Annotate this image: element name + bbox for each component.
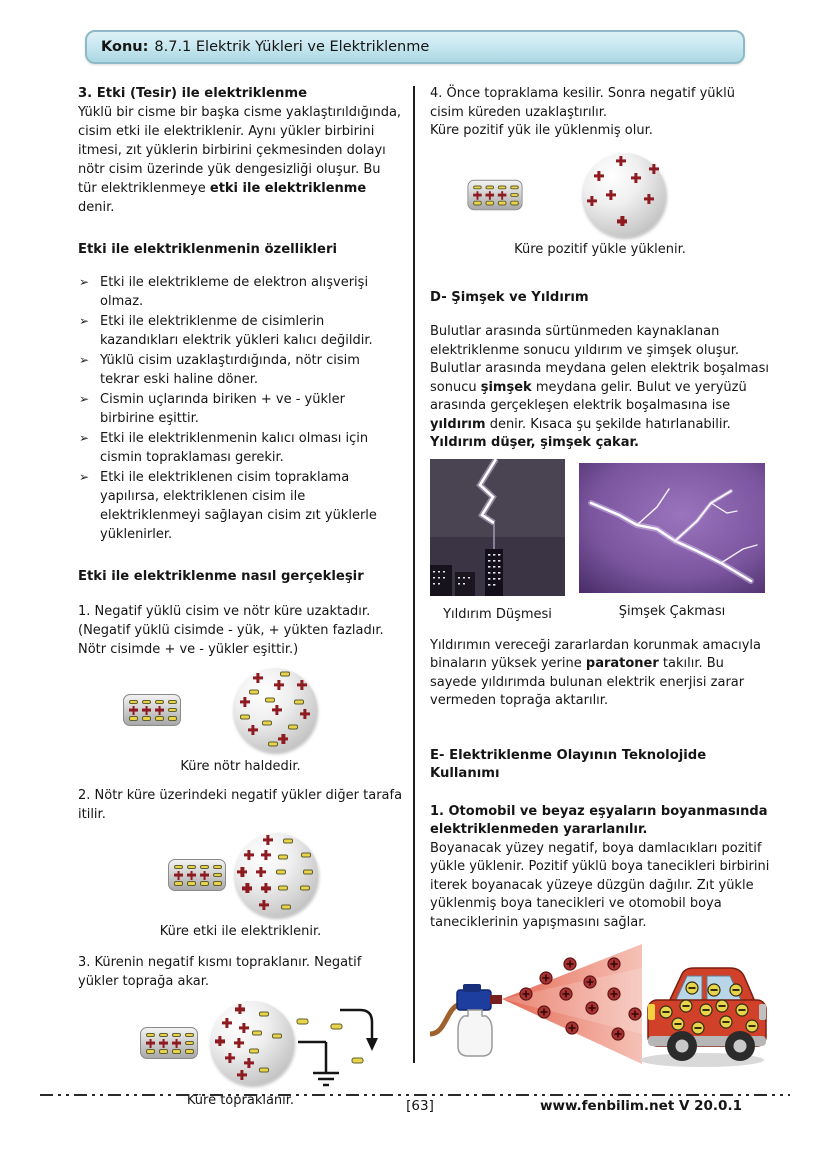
- minus-charge-icon: [172, 1049, 181, 1054]
- minus-charge-icon: [187, 865, 196, 870]
- minus-charge-icon: [213, 873, 222, 878]
- lightning-strike-figure: [430, 459, 565, 625]
- minus-charge-icon: [146, 1049, 155, 1054]
- minus-charge-icon: [268, 741, 278, 746]
- minus-charge-icon: [276, 869, 286, 874]
- minus-charge-icon: [213, 865, 222, 870]
- lightning-figures: [430, 459, 770, 625]
- minus-charge-icon: [510, 185, 519, 189]
- plus-charge-icon: [261, 850, 271, 860]
- minus-charge-icon: [185, 1033, 194, 1038]
- minus-charge-icon: [272, 1034, 282, 1039]
- minus-charge-icon: [168, 716, 177, 721]
- plus-charge-icon: [644, 194, 654, 204]
- list-item: ➢ Etki ile elektriklenen cisim topraklama yapılırsa, elektriklenen cisim ile elektriklenmeyi sağlayan cisim zıt yüklerle yüklenirler.: [78, 468, 403, 544]
- positive-sphere-illustration: [582, 153, 666, 237]
- plus-charge-icon: [587, 196, 597, 206]
- plus-charge-icon: [146, 1039, 155, 1048]
- section-d-paragraph: Bulutlar arasında sürtünmeden kaynaklanan elektriklenme sonucu yıldırım ve şimşek oluşur. Bulutlar arasında meydana gelen elektrik boşalması sonucu şimşek meydana gelir. Bulut ve yeryüzü arasında gerçekleşen elektrik boşalmasına ise yıldırım denir. Kısaca şu şekilde hatırlanabilir. Yıldırım düşer, şimşek çakar.: [430, 324, 769, 450]
- topic-title: 8.7.1 Elektrik Yükleri ve Elektriklenme: [154, 39, 430, 55]
- properties-list: [78, 273, 403, 544]
- neutral-sphere-illustration: [233, 668, 317, 752]
- minus-charge-icon: [300, 886, 310, 891]
- plus-charge-icon: [300, 709, 310, 719]
- minus-charge-icon: [155, 716, 164, 721]
- right-column: [430, 85, 770, 1083]
- diagram-grounded-sphere: [78, 997, 403, 1089]
- properties-title: Etki ile elektriklenmenin özellikleri: [78, 242, 337, 257]
- minus-charge-icon: [288, 724, 298, 729]
- plus-charge-icon: [486, 190, 495, 199]
- section-e-title: E- Elektriklenme Olayının Teknolojide Kullanımı: [430, 747, 707, 781]
- plus-charge-icon: [225, 1053, 235, 1063]
- plus-charge-icon: [473, 190, 482, 199]
- minus-charge-icon: [240, 714, 250, 719]
- minus-charge-icon: [142, 716, 151, 721]
- plus-charge-icon: [244, 1058, 254, 1068]
- minus-charge-icon: [486, 200, 495, 204]
- plus-charge-icon: [253, 673, 263, 683]
- plus-charge-icon: [278, 734, 288, 744]
- paratoner-paragraph: Yıldırımın vereceği zararlardan korunmak amacıyla binaların yüksek yerine paratoner takılır. Bu sayede yıldırımda bulunan elektrik enerjisi zarar vermeden toprağa aktarılır.: [430, 637, 762, 708]
- minus-charge-icon: [283, 839, 293, 844]
- list-item: ➢ Yüklü cisim uzaklaştırdığında, nötr cisim tekrar eski haline döner.: [78, 351, 403, 389]
- diagram-positive-sphere: [430, 151, 770, 239]
- minus-charge-icon: [294, 699, 304, 704]
- how-title: Etki ile elektriklenme nasıl gerçekleşir: [78, 569, 364, 584]
- step-2-text: 2. Nötr küre üzerindeki negatif yükler diğer tarafa itilir.: [78, 788, 403, 822]
- plus-charge-icon: [159, 1039, 168, 1048]
- plus-charge-icon: [200, 871, 209, 880]
- minus-charge-icon: [187, 881, 196, 886]
- minus-charge-icon: [473, 200, 482, 204]
- left-column: [78, 85, 403, 1110]
- plus-charge-icon: [142, 706, 151, 715]
- minus-charge-icon: [252, 1030, 262, 1035]
- plus-charge-icon: [129, 706, 138, 715]
- charged-rod-illustration: [123, 694, 181, 726]
- plus-charge-icon: [617, 216, 627, 226]
- step-3-text: 3. Kürenin negatif kısmı topraklanır. Negatif yükler toprağa akar.: [78, 955, 362, 989]
- plus-charge-icon: [616, 156, 626, 166]
- plus-charge-icon: [237, 867, 247, 877]
- plus-charge-icon: [297, 680, 307, 690]
- list-item: ➢ Cismin uçlarında biriken + ve - yükler birbirine eşittir.: [78, 390, 403, 428]
- section-3-paragraph: Yüklü bir cisme bir başka cisme yaklaştırıldığında, cisim etki ile elektriklenir. Aynı yükler birbirini itmesi, zıt yüklerin birbirini çekmesinden dolayı nötr cisim üzerinde yük dengesizliği oluşur. Bu tür elektriklenmeye etki ile elektriklenme denir.: [78, 105, 402, 215]
- plus-charge-icon: [606, 190, 616, 200]
- plus-charge-icon: [174, 871, 183, 880]
- plus-charge-icon: [239, 1023, 249, 1033]
- minus-charge-icon: [155, 700, 164, 705]
- section-3-title: 3. Etki (Tesir) ile elektriklenme: [78, 86, 308, 101]
- plus-charge-icon: [256, 867, 266, 877]
- plus-charge-icon: [240, 697, 250, 707]
- minus-charge-icon: [172, 1033, 181, 1038]
- topic-header: [85, 30, 745, 64]
- topic-label: Konu:: [101, 39, 149, 55]
- minus-charge-icon: [473, 185, 482, 189]
- plus-charge-icon: [631, 173, 641, 183]
- minus-charge-icon: [168, 700, 177, 705]
- minus-charge-icon: [262, 721, 272, 726]
- plus-charge-icon: [242, 883, 252, 893]
- lightning-flash-figure: [579, 463, 765, 622]
- electrostatic-painting-illustration: [430, 938, 770, 1076]
- step-4-text: 4. Önce topraklama kesilir. Sonra negatif yüklü cisim küreden uzaklaştırılır. Küre pozitif yük ile yüklenmiş olur.: [430, 86, 735, 138]
- minus-charge-icon: [278, 854, 288, 859]
- minus-charge-icon: [249, 689, 259, 694]
- minus-charge-icon: [142, 700, 151, 705]
- minus-charge-icon: [510, 200, 519, 204]
- minus-charge-icon: [159, 1049, 168, 1054]
- minus-charge-icon: [301, 852, 311, 857]
- minus-charge-icon: [200, 865, 209, 870]
- ground-and-arrow-icon: [296, 996, 391, 1096]
- diagram-neutral-sphere: [78, 665, 403, 755]
- plus-charge-icon: [259, 900, 269, 910]
- usage-1-title: 1. Otomobil ve beyaz eşyaların boyanmasında elektriklenmeden yararlanılır.: [430, 803, 768, 837]
- figure-caption: Küre nötr haldedir.: [180, 759, 301, 774]
- minus-charge-icon: [159, 1033, 168, 1038]
- grounded-sphere-illustration: [210, 1001, 294, 1085]
- minus-charge-icon: [146, 1033, 155, 1038]
- plus-charge-icon: [237, 1070, 247, 1080]
- plus-charge-icon: [498, 190, 507, 199]
- minus-charge-icon: [265, 697, 275, 702]
- minus-charge-icon: [129, 716, 138, 721]
- minus-charge-icon: [174, 881, 183, 886]
- minus-charge-icon: [486, 185, 495, 189]
- plus-charge-icon: [261, 883, 271, 893]
- list-item: ➢ Etki ile elektriklenmenin kalıcı olması için cismin topraklaması gerekir.: [78, 429, 403, 467]
- minus-charge-icon: [259, 1067, 269, 1072]
- polarized-sphere-illustration: [234, 833, 318, 917]
- minus-charge-icon: [498, 185, 507, 189]
- charged-rod-illustration: [467, 179, 522, 209]
- plus-charge-icon: [248, 725, 258, 735]
- list-item: ➢ Etki ile elektrikleme de elektron alışverişi olmaz.: [78, 273, 403, 311]
- lightning-flash-photo: [579, 463, 765, 593]
- minus-charge-icon: [174, 865, 183, 870]
- minus-charge-icon: [185, 1041, 194, 1046]
- minus-charge-icon: [259, 1012, 269, 1017]
- figure-caption: Küre pozitif yükle yüklenir.: [514, 241, 686, 257]
- charged-rod-illustration: [140, 1027, 198, 1059]
- plus-charge-icon: [594, 171, 604, 181]
- minus-charge-icon: [129, 700, 138, 705]
- minus-charge-icon: [168, 708, 177, 713]
- minus-charge-icon: [249, 1049, 259, 1054]
- figure-caption: Küre topraklanır.: [186, 1093, 295, 1108]
- plus-charge-icon: [215, 1036, 225, 1046]
- step-1-text: 1. Negatif yüklü cisim ve nötr küre uzaktadır. (Negatif yüklü cisimde - yük, + yükten fazladır. Nötr cisimde + ve - yükler eşittir.): [78, 604, 384, 657]
- list-item: ➢ Etki ile elektriklenme de cisimlerin kazandıkları elektrik yükleri kalıcı değildir.: [78, 312, 403, 350]
- plus-charge-icon: [649, 164, 659, 174]
- diagram-polarized-sphere: [78, 830, 403, 920]
- plus-charge-icon: [244, 850, 254, 860]
- plus-charge-icon: [272, 705, 282, 715]
- minus-charge-icon: [498, 200, 507, 204]
- figure-caption: Şimşek Çakması: [618, 604, 726, 619]
- page-number: [63]: [406, 1098, 434, 1114]
- column-divider: [413, 86, 415, 1063]
- site-credit: www.fenbilim.net V 20.0.1: [540, 1098, 742, 1114]
- minus-charge-icon: [213, 881, 222, 886]
- plus-charge-icon: [187, 871, 196, 880]
- minus-charge-icon: [280, 671, 290, 676]
- charged-rod-illustration: [168, 859, 226, 891]
- minus-charge-icon: [278, 886, 288, 891]
- plus-charge-icon: [222, 1018, 232, 1028]
- usage-1-paragraph: Boyanacak yüzey negatif, boya damlacıkları pozitif yükle yüklenir. Pozitif yüklü boya tanecikleri birbirini iterek boyanacak yüzeye düzgün dağılır. Zıt yükle yüklenmiş boya tanecikleri ve otomobil boya taneciklerinin yapışmasını sağlar.: [430, 840, 770, 930]
- plus-charge-icon: [235, 1004, 245, 1014]
- plus-charge-icon: [172, 1039, 181, 1048]
- plus-charge-icon: [234, 1038, 244, 1048]
- section-d-title: D- Şimşek ve Yıldırım: [430, 290, 589, 305]
- lightning-strike-photo: [430, 459, 565, 596]
- minus-charge-icon: [303, 869, 313, 874]
- plus-charge-icon: [155, 706, 164, 715]
- minus-charge-icon: [510, 192, 519, 196]
- plus-charge-icon: [263, 835, 273, 845]
- minus-charge-icon: [281, 904, 291, 909]
- minus-charge-icon: [185, 1049, 194, 1054]
- plus-charge-icon: [274, 680, 284, 690]
- minus-charge-icon: [200, 881, 209, 886]
- figure-caption: Yıldırım Düşmesi: [443, 607, 552, 622]
- figure-caption: Küre etki ile elektriklenir.: [159, 924, 322, 939]
